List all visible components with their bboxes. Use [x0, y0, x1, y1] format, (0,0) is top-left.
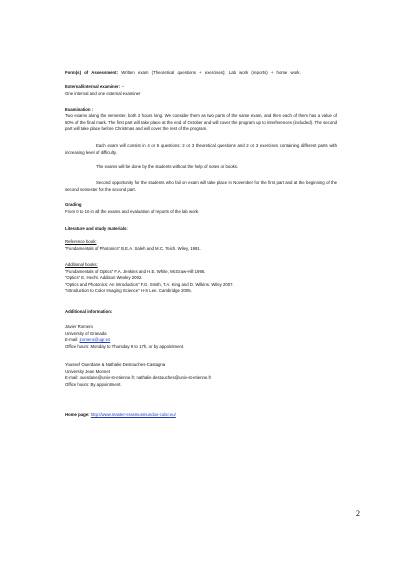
contact-office-hours: Office hours: Monday to Thursday 9 to 17h, or by appointment. — [65, 343, 185, 349]
contact-name: Javier Romero — [65, 324, 93, 329]
home-page-line — [65, 412, 337, 419]
examiner-text: One internal and one external examiner — [65, 90, 141, 96]
additional-book-item: “Fundamentals of Optics” F.A. Jenkins and H.E. White, McGraw-Hill 1995. — [65, 268, 206, 274]
literature-title: Literature and study materials: — [65, 226, 128, 231]
grading-text: From 0 to 10 in all the exams and evaluation of reports of the lab work. — [65, 208, 200, 214]
additional-book-item: “Optics” E. Hecht. Addison Wesley 2002. — [65, 275, 143, 280]
additional-book-item: “Introduction to Color Imaging Science” H-S Lee. Cambridge 2005. — [65, 288, 192, 293]
reference-books-label: Reference book: — [65, 239, 97, 244]
grading-title: Grading — [65, 202, 82, 207]
contact-block — [65, 324, 337, 350]
grading-section — [65, 202, 337, 215]
examination-paragraph: Each exam will consist in 4 or 5 questions: 2 or 3 theoretical questions and 2 or 3 exercises containing different parts with increasing level of difficulty. — [65, 143, 337, 155]
examination-paragraph: Two exams along the semester, both 2 hours long. We consider them as two parts of the same exam, and then each of them has a value of 50% of the final mark. The first part will take place at the end of October and will cover the program up to interferences (included). The second part will take place before Christmas and will cover the rest of the program. — [65, 113, 337, 131]
contact-name: Youssef Ouerdane & Nathalie Destouches-Castagna — [65, 362, 166, 367]
reference-book-item: “Fundamentals of Photonics” B.E.A. Saleh and M.C. Teich. Wiley, 1991. — [65, 245, 201, 251]
home-page-link[interactable]: http://www.master-erasmusmundus-color.eu/ — [90, 412, 176, 417]
additional-books-section — [65, 262, 337, 295]
additional-books-label: Additional books: — [65, 262, 98, 267]
contact-email-text: ouerdane@univ-st-etienne.fr; nathalie.destouches@univ-st-etienne.fr — [79, 375, 212, 380]
contact-email-label: E-mail: — [65, 337, 79, 342]
examination-title: Examination : — [65, 107, 94, 112]
assessment-text: Written exam (Theoretical questions + exercises); Lab work (reports) + home work. — [121, 70, 301, 75]
examiner-label: External/internal examiner: — [65, 84, 121, 89]
contact-university: University Jean Monnet — [65, 368, 110, 374]
home-page-label: Home page: — [65, 412, 90, 417]
reference-books-section — [65, 239, 337, 252]
contact-office-hours: Office hours: By appointment. — [65, 381, 122, 387]
examiner-section — [65, 84, 337, 97]
contact-email-link[interactable]: jromero@ugr.es — [79, 337, 111, 342]
additional-info-title: Additional information: — [65, 309, 113, 314]
contact-email-label: E-mail: — [65, 375, 79, 380]
examination-paragraph: The exams will be done by the students without the help of notes or books. — [96, 164, 239, 169]
examiner-value: -- — [121, 84, 125, 89]
contact-university: University of Granada — [65, 330, 107, 336]
assessment-label: Form(s) of Assessment: — [65, 70, 119, 75]
page-number: 2 — [356, 509, 360, 518]
assessment-line — [65, 70, 337, 77]
examination-paragraph: Second opportunity for the students who fail on exam will take place in November for the first part and at the beginning of the second semester for the second part. — [65, 180, 337, 192]
additional-book-item: “Optics and Photonics: An Introduction” F.G. Smith, T.A. King and D. Wilkins. Wiley 2007. — [65, 281, 234, 287]
contact-block — [65, 362, 337, 388]
